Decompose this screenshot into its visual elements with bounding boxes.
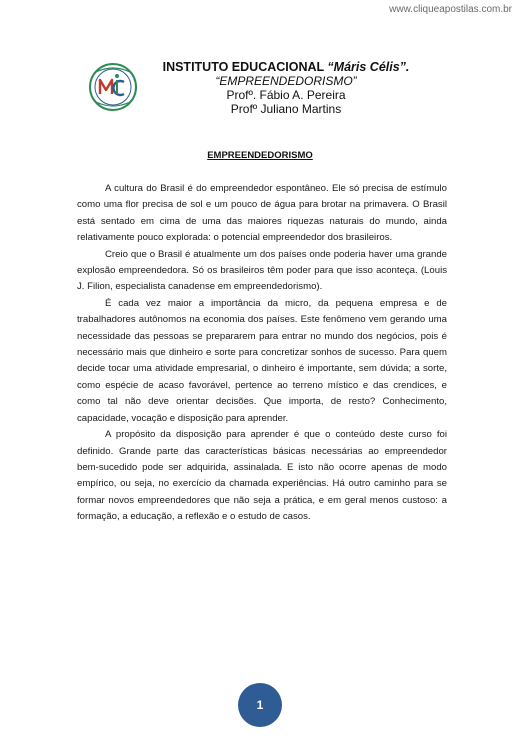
- site-url: www.cliqueapostilas.com.br: [389, 4, 512, 15]
- course-name: “EMPREENDEDORISMO”: [215, 74, 357, 88]
- professor-2: Profº Juliano Martins: [230, 102, 342, 116]
- document-header: [88, 60, 448, 130]
- institute-logo-icon: [88, 62, 138, 112]
- paragraph: A propósito da disposição para aprender é que o conteúdo deste curso foi definido. Grande parte das características básicas necessárias ao empreendedor bem-sucedido pode ser adquirida, assinalada. E isto não ocorre apenas de modo empírico, ou seja, no exercício da chamada experiências. Há outro caminho para se formar novos empreendedores que não seja a prática, e em geral menos custoso: a formação, a educação, a reflexão e o estudo de casos.: [77, 429, 447, 523]
- paragraph: Creio que o Brasil é atualmente um dos países onde poderia haver uma grande explosão empreendedora. Só os brasileiros têm poder para que isso aconteça. (Louis J. Filion, especialista canadense em empreendedorismo).: [77, 248, 447, 293]
- paragraph: É cada vez maior a importância da micro, da pequena empresa e de trabalhadores autônomos na economia dos países. Este fenômeno vem gerando uma necessidade das pessoas se prepararem para entrar no mundo dos negócios, pois é necessário mais que dinheiro e sorte para concretizar sonhos de sucesso. Para quem decide tocar uma atividade empresarial, o dinheiro é importante, sem dúvida; a sorte, como espécie de acaso favorável, pertence ao terreno místico e das crendices, e como tal não deve orientar decisões. Que importa, de resto? Conhecimento, capacidade, vocação e disposição para aprender.: [77, 297, 447, 424]
- paragraph: A cultura do Brasil é do empreendedor espontâneo. Ele só precisa de estímulo como uma flor precisa de sol e um pouco de água para brotar na primavera. O Brasil está sentado em cima de uma das maiores riquezas naturais do mundo, ainda relativamente pouco explorada: o potencial empreendedor dos brasileiros.: [77, 183, 447, 244]
- body-text: [77, 181, 447, 526]
- page-number-badge: 1: [238, 683, 282, 727]
- institute-name-italic: “Máris Célis”.: [327, 60, 410, 74]
- section-title: EMPREENDEDORISMO: [207, 150, 313, 161]
- header-text: [136, 60, 436, 116]
- institute-name-prefix: INSTITUTO EDUCACIONAL: [162, 60, 328, 74]
- institute-name: [136, 60, 436, 74]
- professor-1: Profº. Fábio A. Pereira: [226, 88, 346, 102]
